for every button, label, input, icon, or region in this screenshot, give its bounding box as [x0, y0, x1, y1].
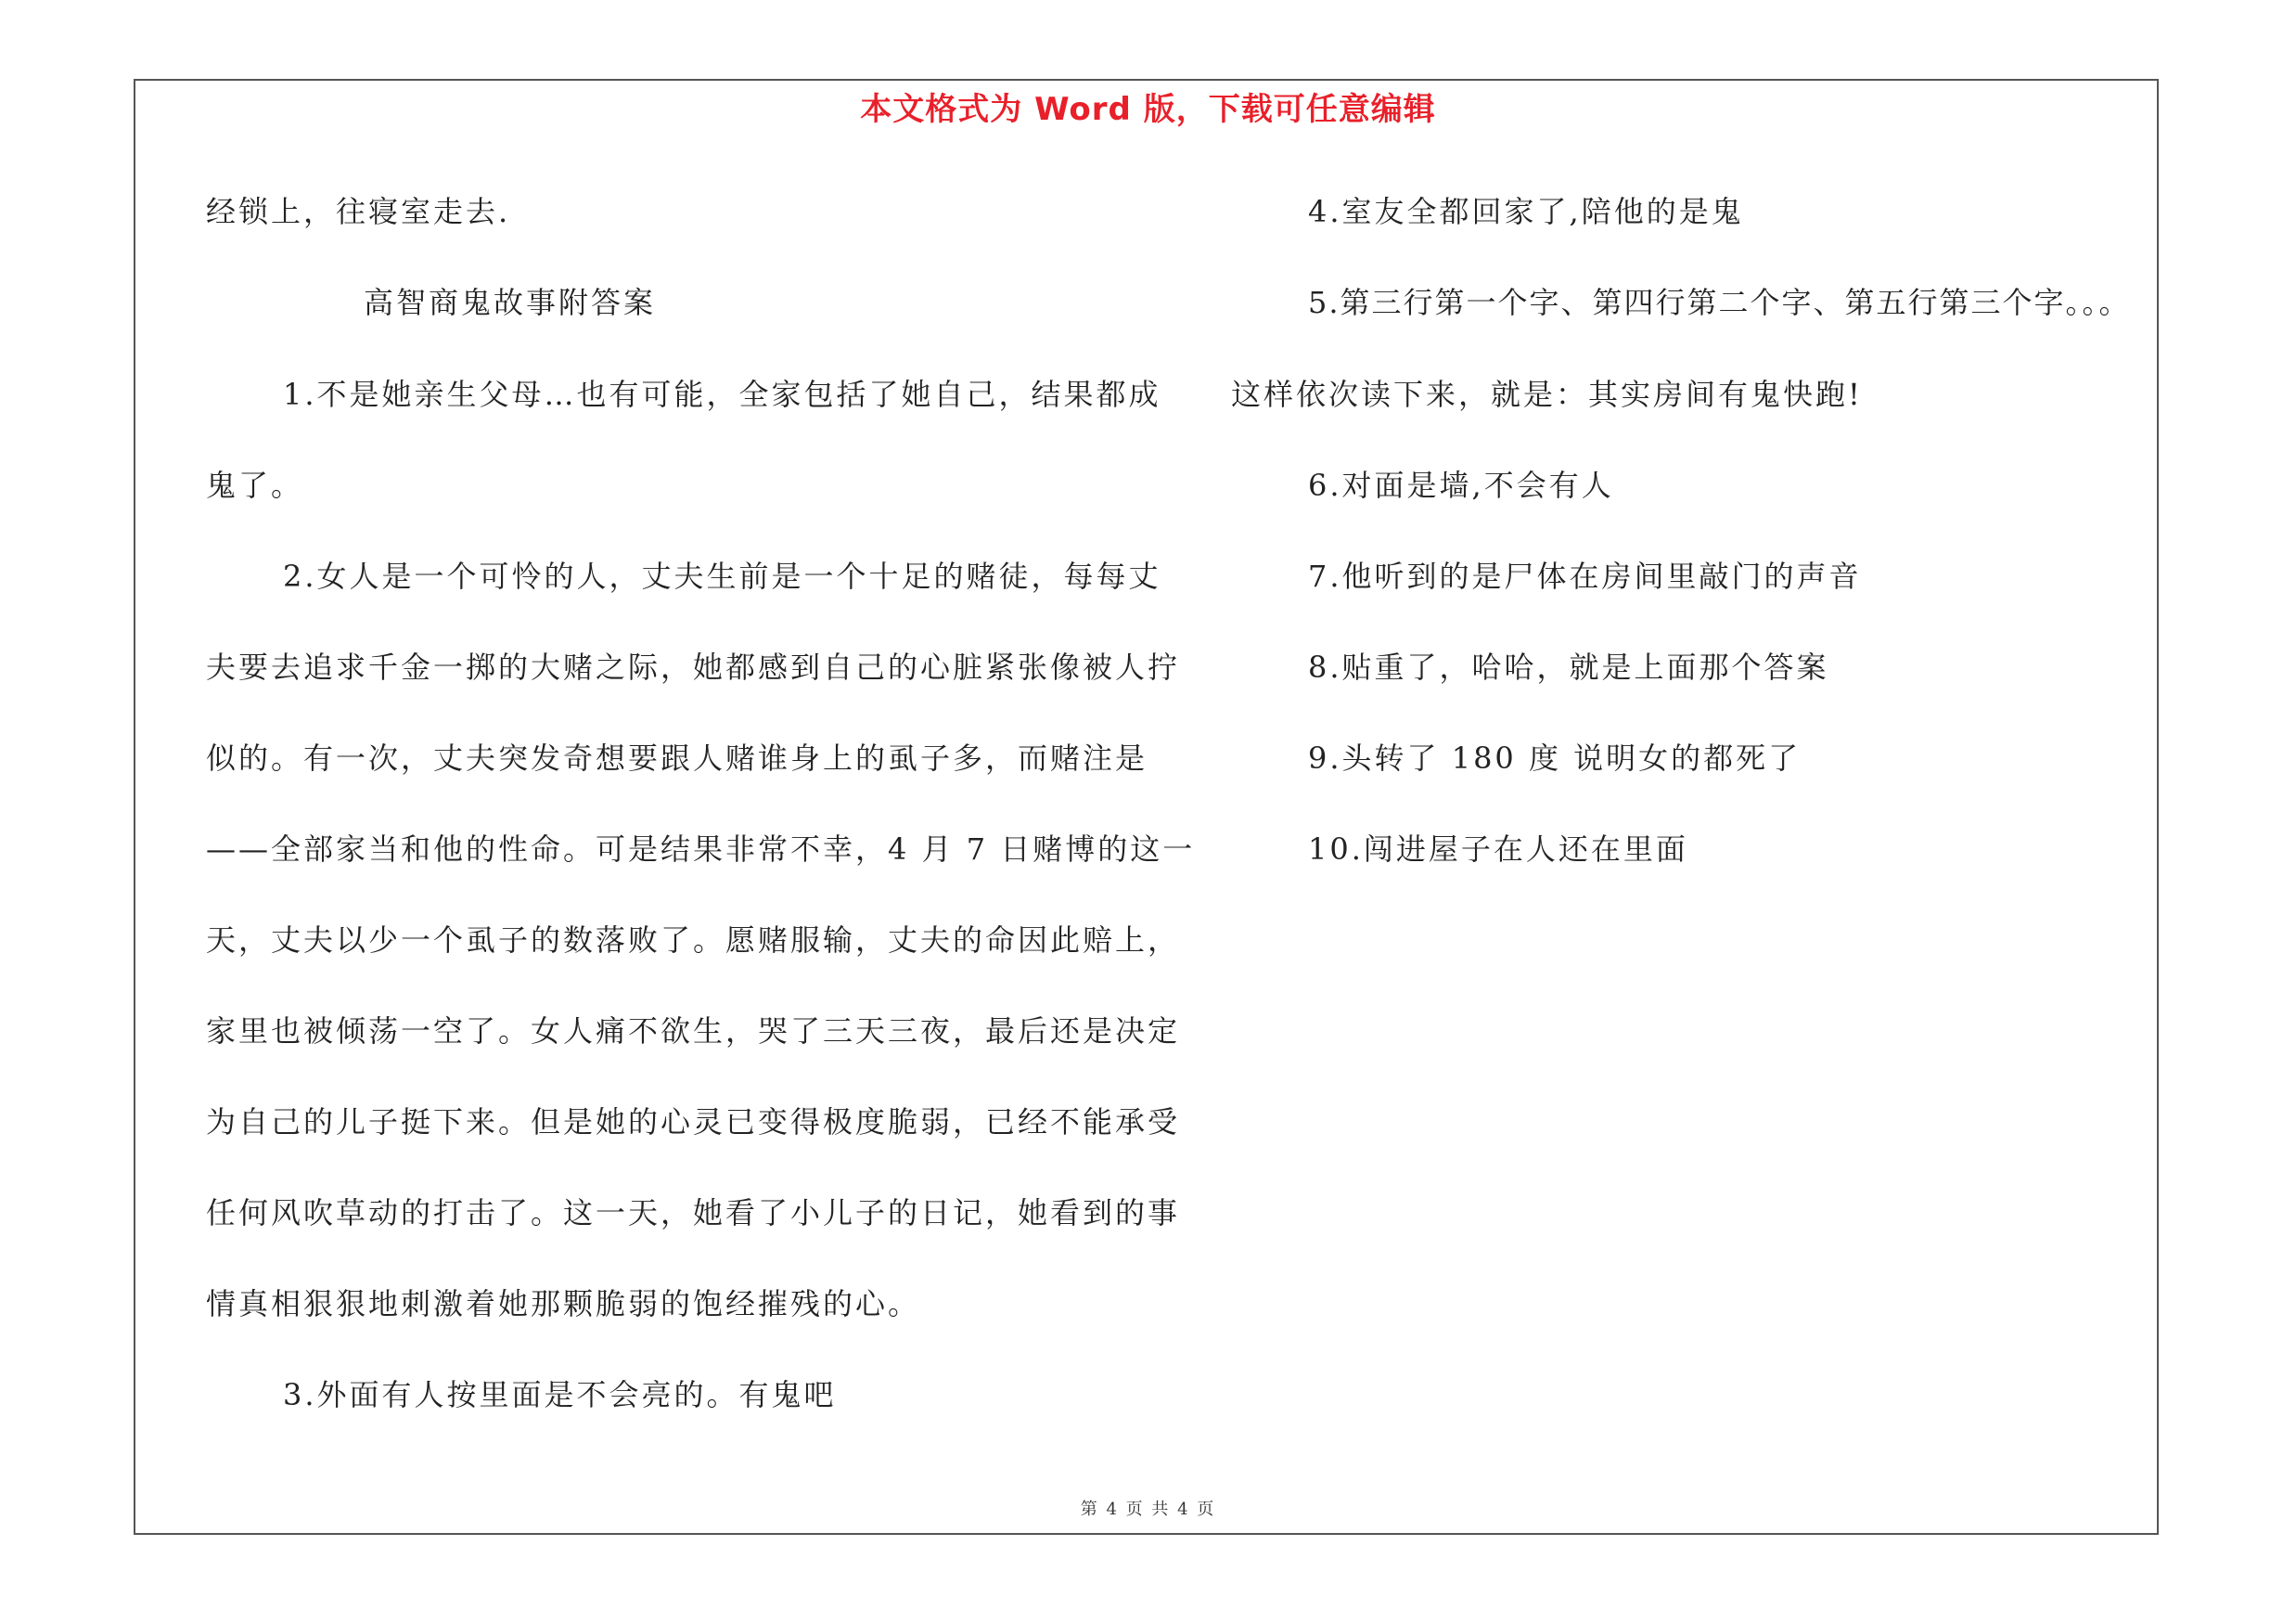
answer-2-continued: 家里也被倾荡一空了。女人痛不欲生，哭了三天三夜，最后还是决定: [206, 1013, 1181, 1049]
answer-2-continued: 为自己的儿子挺下来。但是她的心灵已变得极度脆弱，已经不能承受: [206, 1104, 1181, 1140]
word-format-banner: 本文格式为 Word 版，下载可任意编辑: [860, 91, 1436, 128]
answer-2-continued: 情真相狠狠地刺激着她那颗脆弱的饱经摧残的心。: [206, 1286, 921, 1321]
answer-6: 6.对面是墙,不会有人: [1308, 468, 1614, 503]
answer-7: 7.他听到的是尸体在房间里敲门的声音: [1308, 559, 1862, 594]
answer-2-continued: 似的。有一次，丈夫突发奇想要跟人赌谁身上的虱子多，而赌注是: [206, 741, 1148, 776]
answer-1-continued: 鬼了。: [206, 468, 304, 503]
answer-2-continued: ——全部家当和他的性命。可是结果非常不幸，4 月 7 日赌博的这一: [206, 831, 1196, 867]
answer-2: 2.女人是一个可怜的人，丈夫生前是一个十足的赌徒，每每丈: [283, 559, 1161, 594]
answer-9: 9.头转了 180 度 说明女的都死了: [1308, 741, 1802, 776]
answer-2-continued: 夫要去追求千金一掷的大赌之际，她都感到自己的心脏紧张像被人拧: [206, 650, 1181, 685]
page-number-footer: 第 4 页 共 4 页: [1080, 1500, 1216, 1519]
section-heading: 高智商鬼故事附答案: [364, 285, 657, 320]
answer-2-continued: 任何风吹草动的打击了。这一天，她看了小儿子的日记，她看到的事: [206, 1195, 1181, 1230]
answer-3: 3.外面有人按里面是不会亮的。有鬼吧: [283, 1377, 837, 1412]
answer-1: 1.不是她亲生父母…也有可能，全家包括了她自己，结果都成: [283, 377, 1161, 412]
answer-5: 5.第三行第一个字、第四行第二个字、第五行第三个字。。。: [1308, 285, 2131, 320]
answer-4: 4.室友全都回家了,陪他的是鬼: [1308, 194, 1744, 229]
body-line: 经锁上，往寝室走去.: [206, 194, 511, 229]
answer-2-continued: 天，丈夫以少一个虱子的数落败了。愿赌服输，丈夫的命因此赔上，: [206, 922, 1181, 958]
answer-5-continued: 这样依次读下来，就是：其实房间有鬼快跑!: [1231, 377, 1863, 412]
answer-10: 10.闯进屋子在人还在里面: [1308, 831, 1688, 867]
answer-8: 8.贴重了，哈哈，就是上面那个答案: [1308, 650, 1829, 685]
